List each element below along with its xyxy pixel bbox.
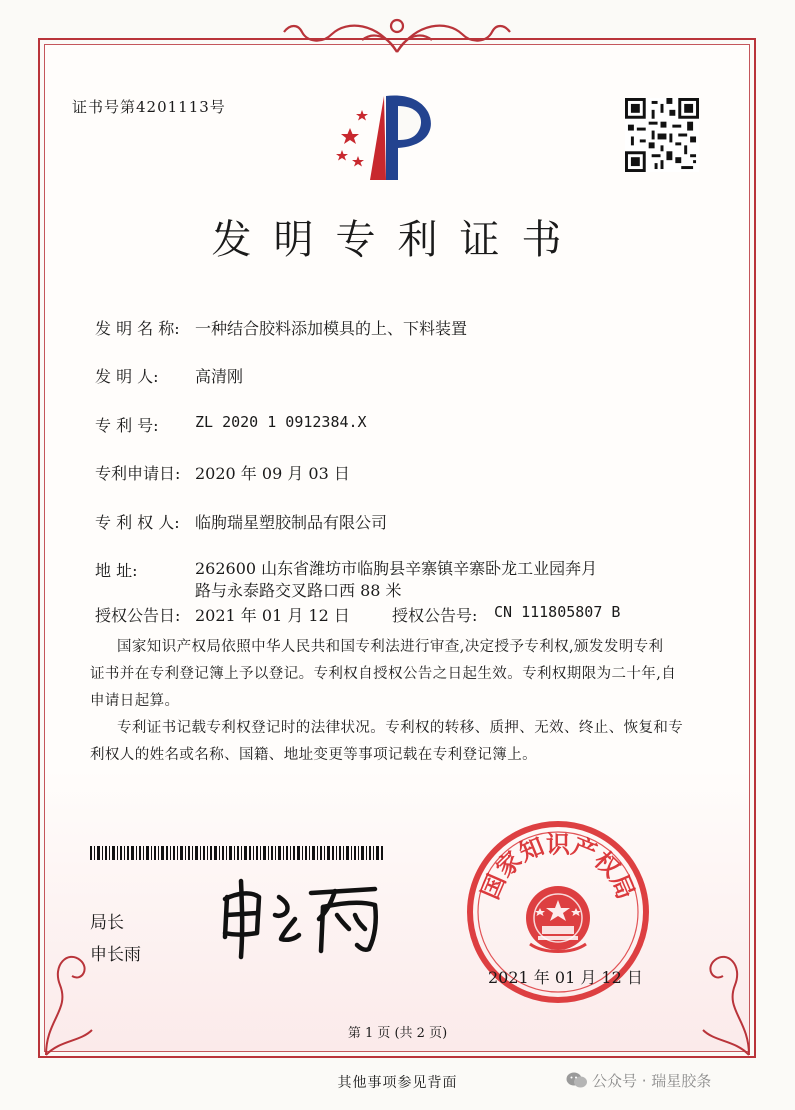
address-line-2: 路与永泰路交叉路口西 88 米 bbox=[195, 581, 402, 600]
qr-code-icon bbox=[625, 98, 699, 172]
body-paragraph-1-line-1: 国家知识产权局依照中华人民共和国专利法进行审查,决定授予专利权,颁发发明专利 bbox=[117, 639, 664, 655]
seal-text: 国家知识产权局 bbox=[476, 830, 640, 904]
grant-date-label: 授权公告日: bbox=[95, 606, 181, 625]
application-date-value: 2020 年 09 月 03 日 bbox=[195, 464, 350, 483]
invention-name-label: 发 明 名 称: bbox=[95, 319, 180, 338]
address-line-1: 262600 山东省潍坊市临朐县辛寨镇辛寨卧龙工业园奔月 bbox=[195, 559, 598, 578]
top-ornament-icon bbox=[262, 12, 532, 58]
grant-number-label: 授权公告号: bbox=[392, 606, 478, 625]
barcode-icon bbox=[90, 846, 385, 860]
certificate-title: 发明专利证书 bbox=[211, 217, 584, 263]
grant-date-value: 2021 年 01 月 12 日 bbox=[195, 606, 350, 625]
signatory-name: 申长雨 bbox=[90, 945, 141, 965]
page-indicator: 第 1 页 (共 2 页) bbox=[347, 1026, 448, 1041]
inventor-value: 高清刚 bbox=[195, 367, 244, 386]
patent-number-value: ZL 2020 1 0912384.X bbox=[195, 413, 367, 431]
certificate-number: 证书号第4201113号 bbox=[72, 98, 226, 116]
patentee-value: 临朐瑞星塑胶制品有限公司 bbox=[195, 513, 388, 532]
wechat-watermark bbox=[566, 1070, 711, 1093]
signatory-title: 局长 bbox=[90, 913, 124, 933]
wechat-icon bbox=[566, 1071, 588, 1093]
address-label: 地 址: bbox=[95, 561, 138, 580]
patentee-label: 专 利 权 人: bbox=[95, 513, 180, 532]
body-paragraph-2-line-2: 利权人的姓名或名称、国籍、地址变更等事项记载在专利登记簿上。 bbox=[90, 747, 537, 763]
application-date-label: 专利申请日: bbox=[95, 464, 181, 483]
inventor-label: 发 明 人: bbox=[95, 367, 159, 386]
body-paragraph-1-line-3: 申请日起算。 bbox=[90, 693, 180, 709]
patent-number-label: 专 利 号: bbox=[95, 416, 159, 435]
grant-number-value: CN 111805807 B bbox=[494, 603, 621, 621]
watermark-text: 公众号 · 瑞星胶条 bbox=[592, 1072, 712, 1090]
seal-date: 2021 年 01 月 12 日 bbox=[488, 968, 643, 987]
body-paragraph-1-line-2: 证书并在专利登记簿上予以登记。专利权自授权公告之日起生效。专利权期限为二十年,自 bbox=[90, 666, 677, 682]
invention-name-value: 一种结合胶料添加模具的上、下料装置 bbox=[195, 319, 468, 338]
back-note: 其他事项参见背面 bbox=[337, 1075, 458, 1091]
body-paragraph-2-line-1: 专利证书记载专利权登记时的法律状况。专利权的转移、质押、无效、终止、恢复和专 bbox=[117, 720, 684, 736]
handwritten-signature bbox=[215, 875, 390, 960]
cnipa-emblem-icon bbox=[328, 88, 440, 188]
